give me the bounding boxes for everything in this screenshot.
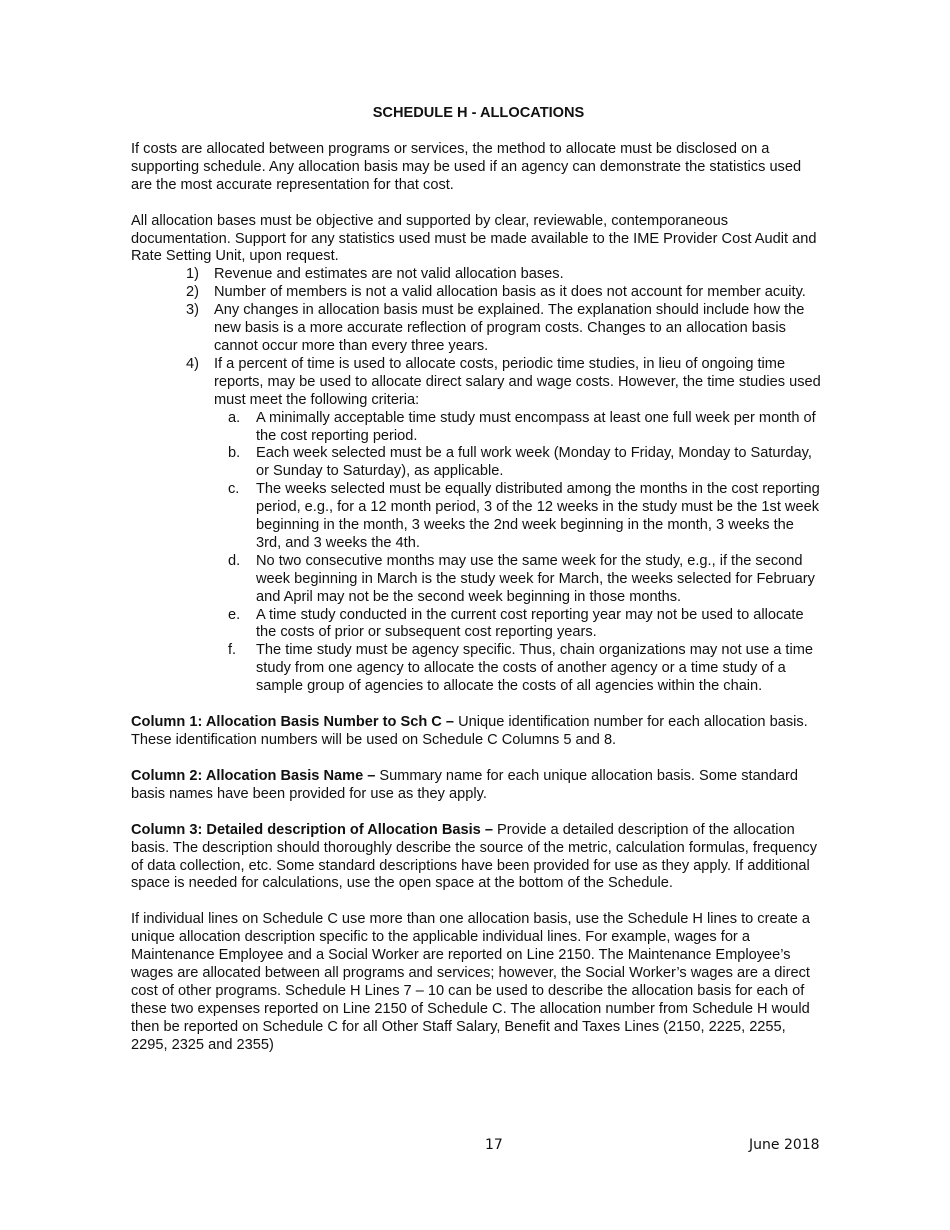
item-letter: f. <box>228 642 237 659</box>
column-text: Summary name for each unique allocation basis. Some standard basis names have been provided for use as they apply. <box>131 767 799 802</box>
time-study-criteria-list <box>214 410 823 697</box>
item-number: 4) <box>186 355 199 372</box>
closing-paragraph: If individual lines on Schedule C use more than one allocation basis, use the Schedule H lines to create a unique allocation description specific to the applicable individual lines. For example, wages for a Maintenance Employee and a Social Worker are reported on Line 2150. The Maintenance Employee’s wages are allocated between all programs and services; however, the Social Worker’s wages are a direct cost of other programs. Schedule H Lines 7 – 10 can be used to describe the allocation basis for each of these two expenses reported on Line 2150 of Schedule C. The allocation number from Schedule H would then be reported on Schedule C for all Other Staff Salary, Benefit and Taxes Lines (2150, 2225, 2255, 2295, 2325 and 2355) <box>131 911 811 1053</box>
intro-paragraph-1: If costs are allocated between programs or services, the method to allocate must be disclosed on a supporting schedule. Any allocation basis may be used if an agency can demonstrate the statistics used are the most accurate representation for that cost. <box>131 140 802 193</box>
list-item <box>214 410 823 446</box>
list-item <box>131 284 823 302</box>
item-text: If a percent of time is used to allocate costs, periodic time studies, in lieu of ongoing time reports, may be used to allocate direct salary and wage costs. However, the time studies used must meet the following criteria: <box>214 355 821 408</box>
list-item <box>214 553 823 607</box>
column-1-description <box>131 714 823 750</box>
column-label: Column 3: Detailed description of Allocation Basis – <box>131 821 493 838</box>
item-text: No two consecutive months may use the same week for the study, e.g., if the second week beginning in March is the study week for March, the weeks selected for February and April may not be the second week beginning in those months. <box>256 552 815 605</box>
column-label: Column 2: Allocation Basis Name – <box>131 767 376 784</box>
column-2-description <box>131 768 823 804</box>
item-text: Number of members is not a valid allocation basis as it does not account for member acuity. <box>214 284 806 301</box>
page-title: SCHEDULE H - ALLOCATIONS <box>372 105 585 121</box>
item-letter: e. <box>228 606 241 623</box>
item-letter: b. <box>228 445 241 462</box>
list-item <box>214 607 823 643</box>
page-number: 17 <box>485 1137 503 1153</box>
item-text: Each week selected must be a full work week (Monday to Friday, Monday to Saturday, or Sunday to Saturday), as applicable. <box>256 445 812 480</box>
column-3-description <box>131 822 823 894</box>
item-text: A minimally acceptable time study must encompass at least one full week per month of the cost reporting period. <box>256 409 816 444</box>
list-item <box>131 356 823 696</box>
item-letter: d. <box>228 552 241 569</box>
item-letter: c. <box>228 481 240 498</box>
intro-paragraph-2: All allocation bases must be objective and supported by clear, reviewable, contemporaneous documentation. Support for any statistics used must be made available to the IME Provider Cost Audit and Rate Setting Unit, upon request. <box>131 212 817 265</box>
item-letter: a. <box>228 409 241 426</box>
item-number: 1) <box>186 266 199 283</box>
item-text: The time study must be agency specific. Thus, chain organizations may not use a time study from one agency to allocate the costs of another agency or a time study of a sample group of agencies to allocate the costs of all agencies within the chain. <box>256 642 813 695</box>
item-text: The weeks selected must be equally distributed among the months in the cost reporting period, e.g., for a 12 month period, 3 of the 12 weeks in the study must be the 1st week beginning in the month, 3 weeks the 2nd week beginning in the month, 3 weeks the 3rd, and 3 weeks the 4th. <box>256 481 820 551</box>
item-number: 3) <box>186 302 199 319</box>
column-label: Column 1: Allocation Basis Number to Sch C – <box>131 714 455 731</box>
list-item <box>131 266 823 284</box>
list-item <box>214 642 823 696</box>
list-item <box>214 445 823 481</box>
document-page <box>131 105 823 1055</box>
list-item <box>214 481 823 553</box>
list-item <box>131 302 823 356</box>
item-text: Any changes in allocation basis must be explained. The explanation should include how the new basis is a more accurate reflection of program costs. Changes to an allocation basis cannot occur more than every three years. <box>214 302 805 354</box>
footer-date: June 2018 <box>749 1137 820 1153</box>
column-text: Provide a detailed description of the allocation basis. The description should thoroughly describe the source of the metric, calculation formulas, frequency of data collection, etc. Some standard descriptions have been provided for use as they apply. If additional space is needed for calculations, use the open space at the bottom of the Schedule. <box>131 821 817 892</box>
requirements-list <box>131 266 823 696</box>
column-text: Unique identification number for each allocation basis. These identification numbers will be used on Schedule C Columns 5 and 8. <box>131 714 808 748</box>
item-text: A time study conducted in the current cost reporting year may not be used to allocate the costs of prior or subsequent cost reporting years. <box>256 606 804 641</box>
item-number: 2) <box>186 284 199 301</box>
item-text: Revenue and estimates are not valid allocation bases. <box>214 266 564 283</box>
